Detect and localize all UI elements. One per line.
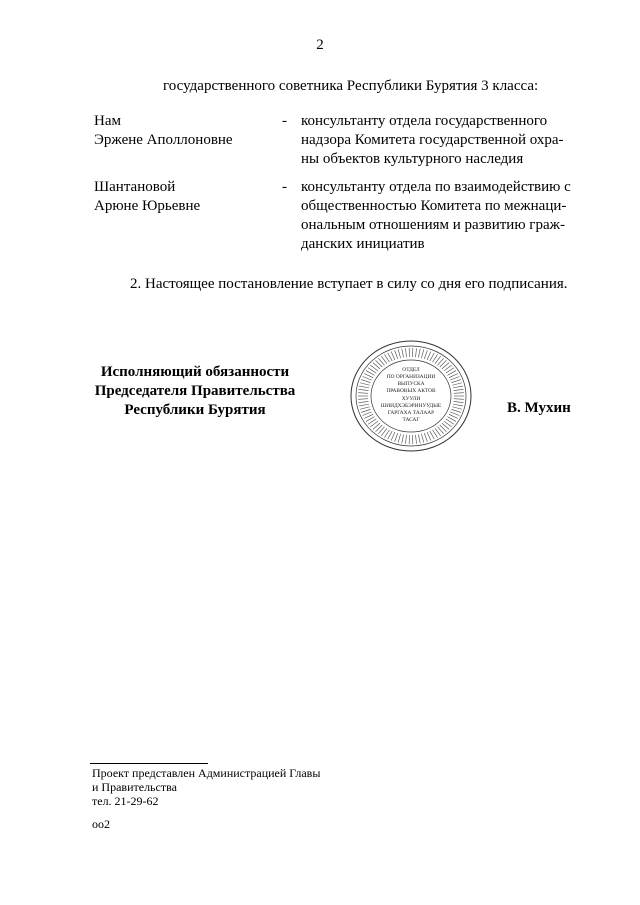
- seal-ring-stroke: [398, 434, 400, 443]
- seal-text-line: ПРАВОВЫХ АКТОВ: [386, 388, 436, 394]
- seal-ring-stroke: [430, 431, 434, 439]
- entry-dash: -: [282, 113, 287, 129]
- seal-ring-stroke: [421, 434, 423, 443]
- seal-ring-stroke: [452, 383, 462, 385]
- seal-ring-stroke: [359, 389, 369, 390]
- seal-ring-stroke: [358, 393, 368, 394]
- seal-ring-stroke: [418, 434, 420, 443]
- seal-ring-stroke: [424, 433, 427, 442]
- seal-ring-stroke: [449, 373, 458, 377]
- seal-ring-stroke: [359, 404, 369, 406]
- entry-position: [301, 112, 584, 169]
- seal-ring-stroke: [452, 407, 462, 409]
- entry-position-line: надзора Комитета государственной охра-: [301, 132, 564, 148]
- footer-note-line: тел. 21-29-62: [92, 794, 159, 808]
- document-code: оо2: [92, 817, 110, 831]
- entry-given-names: Арюне Юрьевне: [94, 198, 201, 214]
- footer-note: [92, 766, 320, 808]
- seal-ring-stroke: [450, 412, 459, 416]
- page-number: 2: [316, 37, 324, 53]
- clause-2: 2. Настоящее постановление вступает в силу со дня его подписания.: [130, 276, 568, 292]
- seal-ring-stroke: [424, 350, 427, 359]
- entry-dash: -: [282, 179, 287, 195]
- signatory-title-line: Председателя Правительства: [94, 383, 296, 399]
- entry-given-names: Эржене Аполлоновне: [94, 132, 233, 148]
- seal-ring-stroke: [415, 435, 416, 444]
- seal-text-line: ОТДЕЛ: [402, 367, 420, 373]
- seal-text-line: ХУУЛИ: [401, 396, 421, 402]
- seal-ring-stroke: [427, 432, 431, 440]
- seal-ring-stroke: [360, 383, 370, 385]
- seal-ring-stroke: [361, 409, 370, 412]
- seal-ring-stroke: [449, 414, 458, 418]
- seal-ring-stroke: [421, 349, 423, 358]
- seal-ring-stroke: [395, 350, 398, 359]
- seal-ring-stroke: [451, 409, 460, 412]
- seal-ring-stroke: [360, 407, 370, 409]
- seal-ring-stroke: [391, 351, 395, 359]
- signatory-title-line: Республики Бурятия: [124, 402, 266, 418]
- seal-ring-stroke: [388, 353, 392, 361]
- signatory-title-line: Исполняющий обязанности: [100, 364, 290, 380]
- entry-name: [94, 112, 279, 150]
- entry-position-line: ны объектов культурного наследия: [301, 151, 524, 167]
- intro-line: государственного советника Республики Бурятия 3 класса:: [163, 78, 539, 94]
- seal-ring-stroke: [359, 386, 369, 388]
- seal-ring-stroke: [418, 349, 420, 358]
- seal-ring-stroke: [415, 348, 416, 357]
- seal-ring-stroke: [363, 412, 372, 416]
- signatory-title: [90, 363, 300, 420]
- seal-ring-stroke: [358, 399, 368, 400]
- seal-ring-stroke: [453, 404, 463, 406]
- seal-ring-stroke: [405, 435, 406, 444]
- entry-surname: Нам: [94, 113, 121, 129]
- seal-ring-stroke: [430, 353, 434, 361]
- entry-position-line: консультанту отдела по взаимодействию с: [301, 179, 571, 195]
- entry-position-line: общественностью Комитета по межнаци-: [301, 198, 567, 214]
- footer-note-line: Проект представлен Администрацией Главы: [92, 766, 321, 780]
- entry-name: [94, 178, 279, 216]
- seal-ring-stroke: [454, 393, 464, 394]
- footer-divider: [90, 763, 208, 764]
- seal-ring-stroke: [364, 414, 373, 418]
- seal-ring-stroke: [453, 386, 463, 388]
- seal-ring-stroke: [454, 401, 464, 402]
- entry-position-line: ональным отношениям и развитию граж-: [301, 217, 565, 233]
- seal-ring-stroke: [405, 348, 406, 357]
- seal-ring-stroke: [395, 433, 398, 442]
- official-seal: [346, 336, 476, 456]
- seal-text-line: ШИИДХЭБЭРИНУУДЫЕ: [380, 403, 442, 409]
- seal-text-line: ГАРГАХА ТАЛААР: [387, 410, 435, 416]
- seal-ring-stroke: [364, 373, 373, 377]
- signer-name: В. Мухин: [507, 400, 571, 416]
- seal-ring-stroke: [402, 349, 404, 358]
- seal-ring-stroke: [427, 351, 431, 359]
- seal-ring-stroke: [451, 380, 460, 383]
- seal-ring-stroke: [450, 376, 459, 380]
- seal-ring-stroke: [454, 389, 464, 390]
- seal-ring-stroke: [454, 399, 464, 400]
- entry-surname: Шантановой: [94, 179, 176, 195]
- seal-ring-stroke: [391, 432, 395, 440]
- seal-ring-stroke: [398, 349, 400, 358]
- seal-ring-stroke: [361, 380, 370, 383]
- seal-ring-stroke: [359, 401, 369, 402]
- seal-text-line: ВЫПУСКА: [397, 381, 425, 387]
- entry-position-line: консультанту отдела государственного: [301, 113, 548, 129]
- footer-note-line: и Правительства: [92, 780, 177, 794]
- seal-ring-stroke: [363, 376, 372, 380]
- seal-text-line: ТАСАГ: [402, 417, 420, 423]
- seal-ring-stroke: [402, 434, 404, 443]
- seal-ring-stroke: [388, 431, 392, 439]
- entry-position-line: данских инициатив: [301, 236, 425, 252]
- entry-position: [301, 178, 584, 254]
- seal-text-line: ПО ОРГАНИЗАЦИИ: [386, 374, 436, 380]
